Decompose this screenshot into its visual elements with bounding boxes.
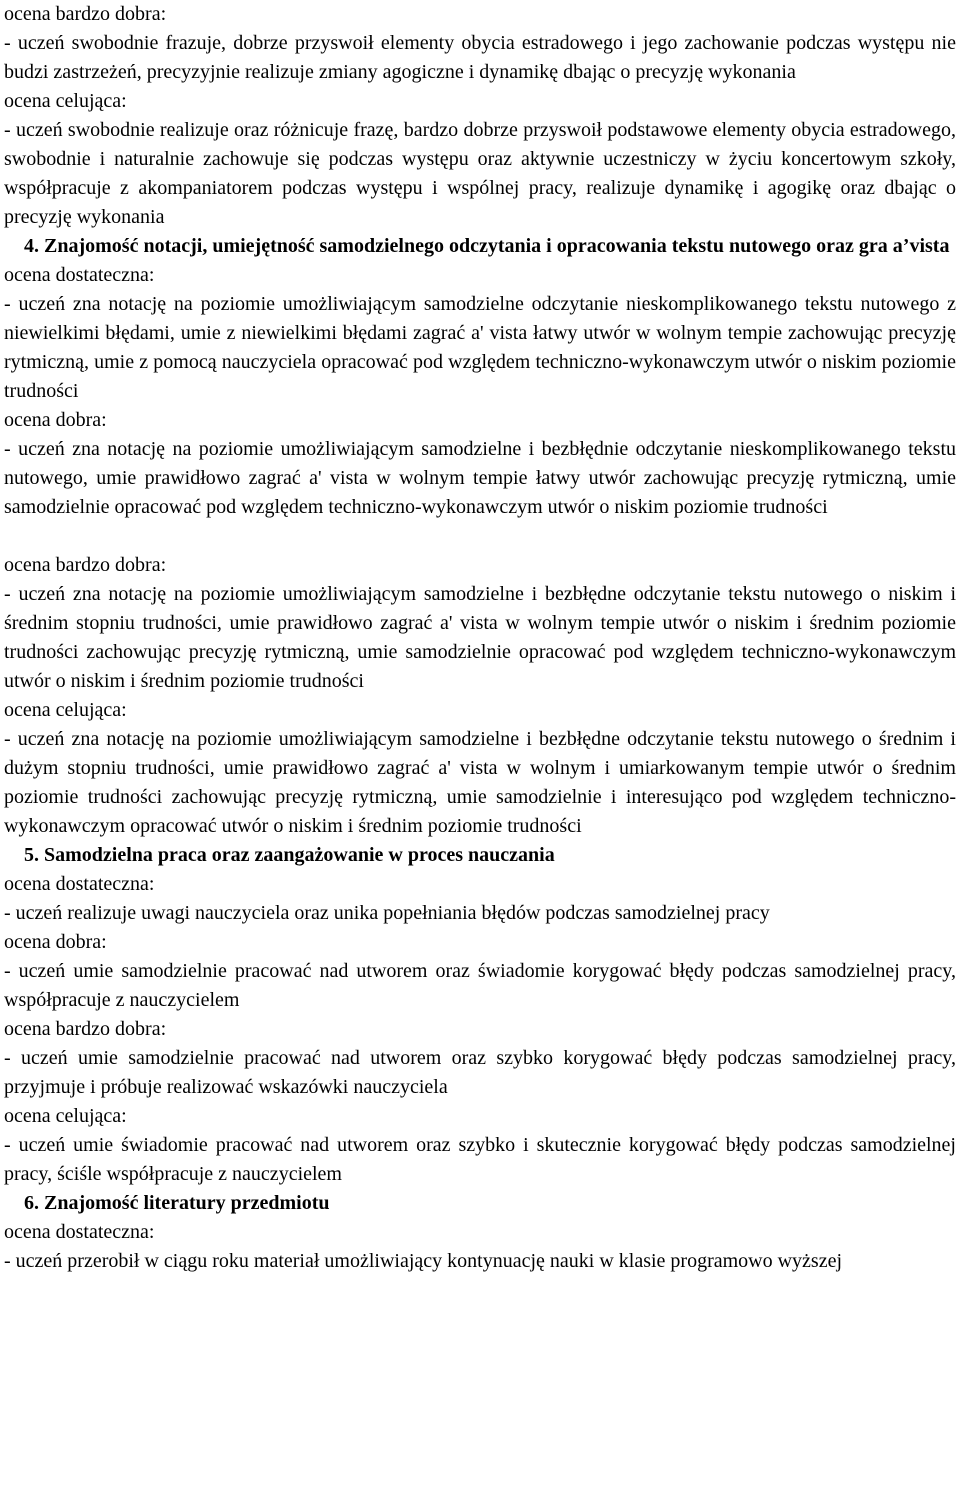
section-number: 4. [24, 235, 39, 257]
grade-label: ocena dobra: [4, 409, 107, 431]
grade-description: - uczeń zna notację na poziomie umożliwiającym samodzielne i bezbłędne odczytanie tekstu nutowego o niskim i średnim stopniu trudności, umie prawidłowo zagrać a' vista w wolnym tempie utwór o niskim i średnim poziomie trudności zachowując precyzję rytmiczną, umie samodzielnie opracować pod względem techniczno-wykonawczym utwór o niskim i średnim poziomie trudności [4, 583, 956, 692]
grade-label: ocena celująca: [4, 699, 127, 721]
grade-description: - uczeń umie samodzielnie pracować nad utworem oraz szybko korygować błędy podczas samodzielnej pracy, przyjmuje i próbuje realizować wskazówki nauczyciela [4, 1047, 956, 1098]
grade-description: - uczeń umie samodzielnie pracować nad utworem oraz świadomie korygować błędy podczas samodzielnej pracy, współpracuje z nauczycielem [4, 960, 956, 1011]
section-title: Znajomość literatury przedmiotu [44, 1192, 330, 1214]
section-number: 5. [24, 844, 39, 866]
grade-label: ocena celująca: [4, 1105, 127, 1127]
grade-label: ocena dostateczna: [4, 264, 155, 286]
section-title: Znajomość notacji, umiejętność samodzielnego odczytania i opracowania tekstu nutowego oraz gra a’vista [44, 235, 950, 257]
grade-label: ocena dostateczna: [4, 1221, 155, 1243]
grade-label: ocena bardzo dobra: [4, 1018, 167, 1040]
grade-label: ocena celująca: [4, 90, 127, 112]
grade-description: - uczeń zna notację na poziomie umożliwiającym samodzielne i bezbłędne odczytanie tekstu nutowego o średnim i dużym stopniu trudności, umie prawidłowo zagrać a' vista w wolnym i umiarkowanym tempie utwór o średnim poziomie trudności zachowując precyzję rytmiczną, umie samodzielnie i interesująco pod względem techniczno-wykonawczym opracować utwór o niskim i średnim poziomie trudności [4, 728, 956, 837]
section-heading [4, 1189, 956, 1218]
grade-description: - uczeń zna notację na poziomie umożliwiającym samodzielne i bezbłędnie odczytanie nieskomplikowanego tekstu nutowego, umie prawidłowo zagrać a' vista w wolnym tempie łatwy utwór zachowując precyzję rytmiczną, umie samodzielnie opracować pod względem techniczno-wykonawczym utwór o niskim poziomie trudności [4, 438, 956, 518]
grade-description: - uczeń umie świadomie pracować nad utworem oraz szybko i skutecznie korygować błędy podczas samodzielnej pracy, ściśle współpracuje z nauczycielem [4, 1134, 956, 1185]
grade-label: ocena bardzo dobra: [4, 3, 167, 25]
grade-description: - uczeń swobodnie realizuje oraz różnicuje frazę, bardzo dobrze przyswoił podstawowe elementy obycia estradowego, swobodnie i naturalnie zachowuje się podczas występu oraz aktywnie uczestniczy w życiu koncertowym szkoły, współpracuje z akompaniatorem podczas występu i wspólnej pracy, realizuje dynamikę i agogikę oraz dbając o precyzję wykonania [4, 119, 956, 228]
grade-description: - uczeń przerobił w ciągu roku materiał umożliwiający kontynuację nauki w klasie programowo wyższej [4, 1250, 843, 1272]
section-title: Samodzielna praca oraz zaangażowanie w proces nauczania [44, 844, 555, 866]
grade-label: ocena dostateczna: [4, 873, 155, 895]
grade-label: ocena bardzo dobra: [4, 554, 167, 576]
grade-description: - uczeń swobodnie frazuje, dobrze przyswoił elementy obycia estradowego i jego zachowanie podczas występu nie budzi zastrzeżeń, precyzyjnie realizuje zmiany agogiczne i dynamikę dbając o precyzję wykonania [4, 32, 956, 83]
grade-label: ocena dobra: [4, 931, 107, 953]
section-heading [4, 841, 956, 870]
blank-line [4, 522, 956, 551]
section-number: 6. [24, 1192, 39, 1214]
grade-description: - uczeń zna notację na poziomie umożliwiającym samodzielne odczytanie nieskomplikowanego tekstu nutowego z niewielkimi błędami, umie z niewielkimi błędami zagrać a' vista łatwy utwór w wolnym tempie zachowując precyzję rytmiczną, umie z pomocą nauczyciela opracować pod względem techniczno-wykonawczym utwór o niskim poziomie trudności [4, 293, 956, 402]
grade-description: - uczeń realizuje uwagi nauczyciela oraz unika popełniania błędów podczas samodzielnej pracy [4, 902, 770, 924]
section-heading [4, 232, 956, 261]
